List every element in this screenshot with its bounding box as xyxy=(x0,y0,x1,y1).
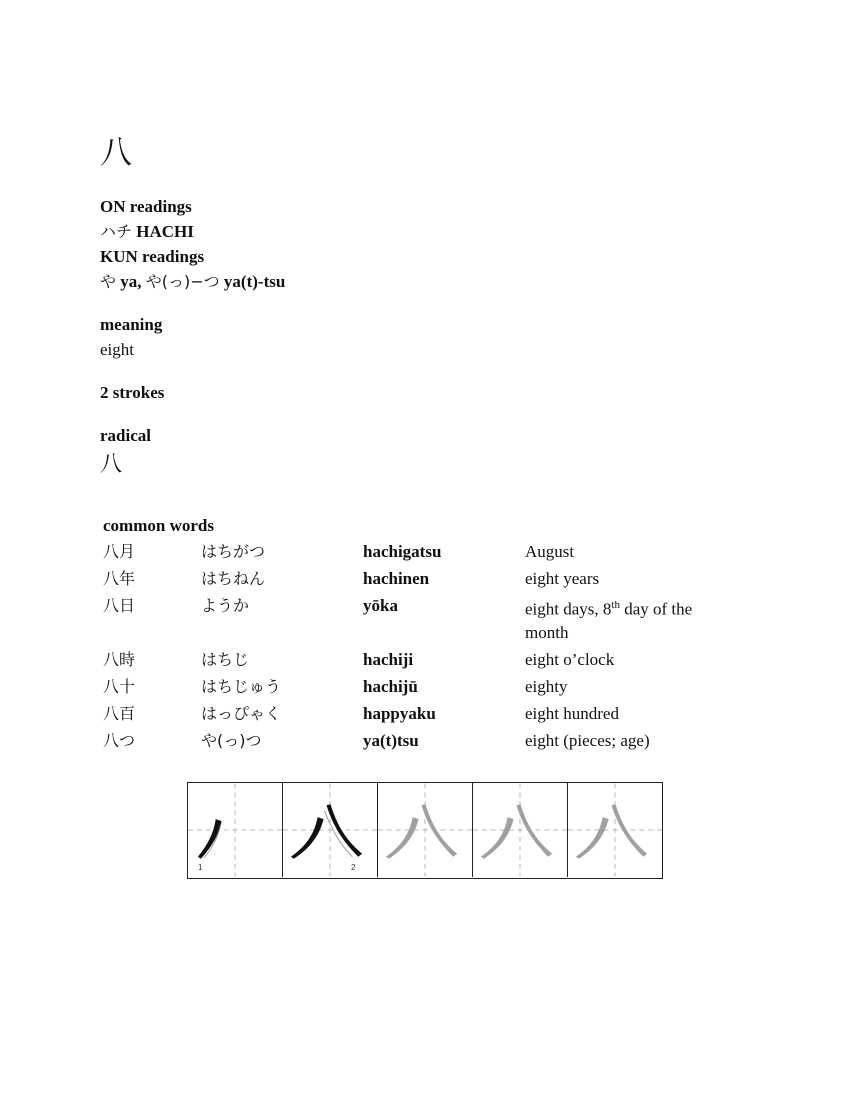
stroke-count: 2 strokes xyxy=(100,383,165,402)
common-words-table xyxy=(103,514,743,756)
table-row xyxy=(103,567,743,590)
stroke-step-3 xyxy=(378,783,473,877)
stroke-step-5-drawing xyxy=(568,783,662,877)
kanji-heading: 八 xyxy=(100,133,133,171)
word-kanji: 八百 xyxy=(103,703,136,723)
table-row xyxy=(103,675,743,698)
word-romaji: hachinen xyxy=(363,569,430,588)
word-romaji: ya(t)tsu xyxy=(363,730,419,750)
table-row xyxy=(103,540,743,563)
ordinal-suffix: th xyxy=(611,599,620,611)
word-meaning-part-b: day of the month xyxy=(525,599,693,642)
meaning-value: eight xyxy=(100,340,134,359)
stroke-step-4-drawing xyxy=(473,783,567,877)
kun-reading-2-romaji: ya(t)-tsu xyxy=(223,272,286,291)
stroke-number-2: 2 xyxy=(351,863,356,872)
kun-reading-2-kana: や(っ)−つ xyxy=(145,272,220,291)
kun-reading-1-kana: や xyxy=(100,272,117,291)
on-reading-romaji: HACHI xyxy=(136,222,194,241)
radical-label: radical xyxy=(100,426,151,445)
word-romaji: yōka xyxy=(363,596,398,615)
on-readings-label: ON readings xyxy=(100,197,192,216)
word-kana: はちじ xyxy=(201,649,250,669)
word-meaning: eight (pieces; age) xyxy=(525,730,650,750)
stroke-step-2-drawing xyxy=(283,783,377,877)
kun-reading xyxy=(100,270,285,294)
word-romaji: hachiji xyxy=(363,649,414,669)
word-meaning: eighty xyxy=(525,676,568,696)
word-kana: はちじゅう xyxy=(201,676,282,696)
stroke-step-5 xyxy=(568,783,662,877)
word-meaning: eight o’clock xyxy=(525,649,615,669)
word-romaji: hachigatsu xyxy=(363,542,442,561)
on-reading xyxy=(100,220,194,244)
word-kanji: 八年 xyxy=(103,569,136,588)
word-kana: や(っ)つ xyxy=(201,730,262,750)
word-meaning: August xyxy=(525,542,575,561)
stroke-step-4 xyxy=(473,783,568,877)
on-reading-kana: ハチ xyxy=(100,222,133,241)
word-kana: はっぴゃく xyxy=(201,703,282,723)
radical-kanji: 八 xyxy=(100,452,123,477)
table-row xyxy=(103,648,743,671)
word-kanji: 八十 xyxy=(103,676,136,696)
kun-reading-1-romaji: ya, xyxy=(120,272,142,291)
word-kanji: 八時 xyxy=(103,649,136,669)
word-meaning: eight hundred xyxy=(525,703,619,723)
word-romaji: hachijū xyxy=(363,676,418,696)
word-kana: はちがつ xyxy=(201,542,266,561)
kun-readings-label: KUN readings xyxy=(100,247,205,266)
word-kanji: 八月 xyxy=(103,542,136,561)
word-kanji: 八日 xyxy=(103,596,136,615)
word-kanji: 八つ xyxy=(103,730,136,750)
word-meaning xyxy=(525,594,735,644)
stroke-step-1 xyxy=(188,783,283,877)
word-kana: はちねん xyxy=(201,569,266,588)
stroke-order-diagram xyxy=(187,782,663,879)
stroke-number-1: 1 xyxy=(198,863,203,872)
table-row xyxy=(103,594,743,644)
word-romaji: happyaku xyxy=(363,703,436,723)
table-row xyxy=(103,729,743,752)
table-row xyxy=(103,702,743,725)
stroke-step-3-drawing xyxy=(378,783,472,877)
common-words-header: common words xyxy=(103,516,214,535)
stroke-step-2 xyxy=(283,783,378,877)
word-kana: ようか xyxy=(201,596,250,615)
meaning-label: meaning xyxy=(100,315,163,334)
word-meaning: eight years xyxy=(525,569,600,588)
word-meaning-part-a: eight days, 8 xyxy=(525,599,612,619)
